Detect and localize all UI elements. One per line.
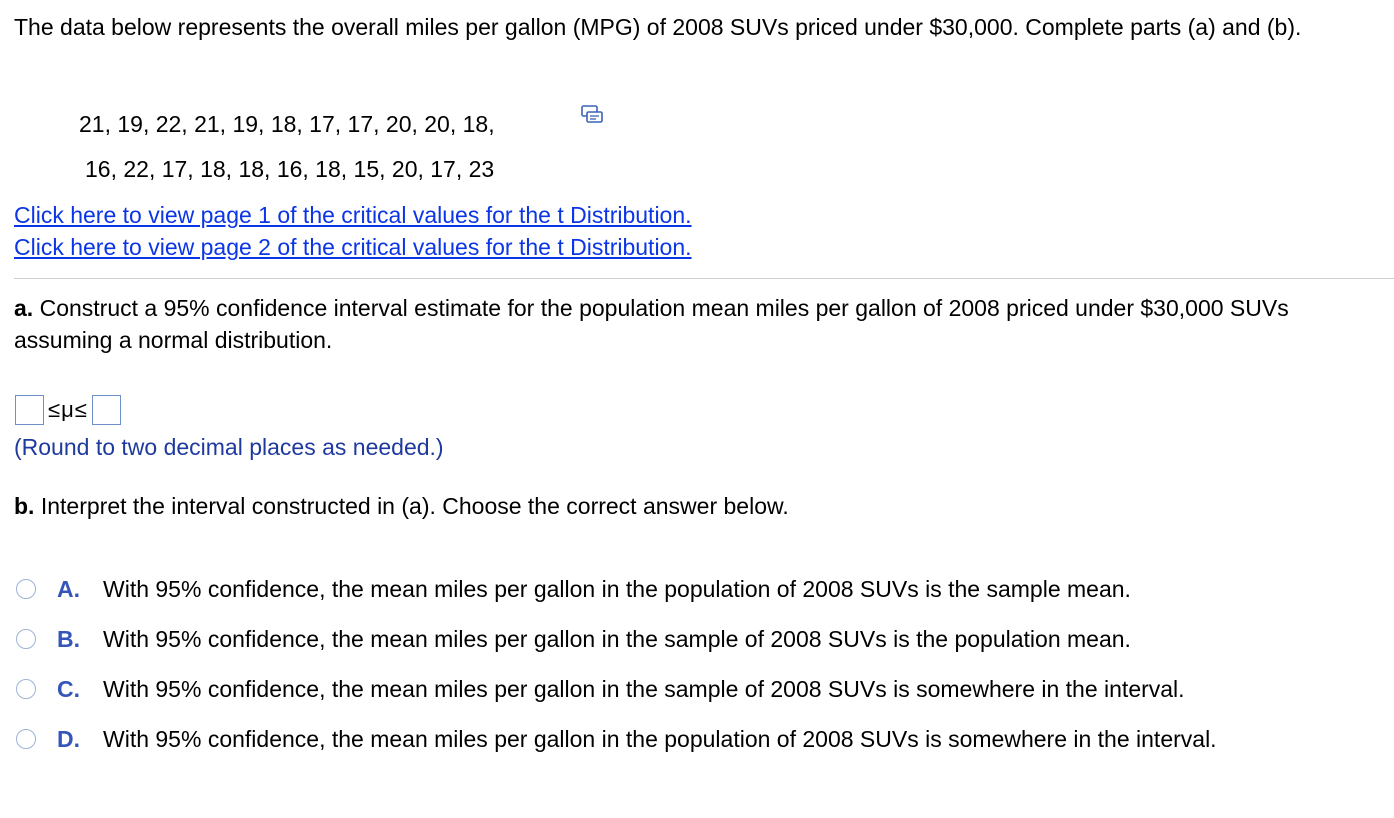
section-divider — [14, 278, 1394, 279]
data-values-row-2: 16, 22, 17, 18, 18, 16, 18, 15, 20, 17, 23 — [85, 156, 495, 182]
part-b-question — [14, 490, 789, 522]
data-values-row-1: 21, 19, 22, 21, 19, 18, 17, 17, 20, 20, 18, — [79, 111, 495, 137]
option-c-letter: C. — [57, 675, 80, 702]
radio-button-d[interactable] — [16, 729, 36, 749]
t-table-page-2-link[interactable]: Click here to view page 2 of the critical values for the t Distribution. — [14, 234, 692, 260]
rounding-hint: (Round to two decimal places as needed.) — [14, 434, 444, 460]
part-a-text: Construct a 95% confidence interval estimate for the population mean miles per gallon of 2008 priced under $30,000 SUVs assuming a normal distribution. — [14, 295, 1289, 353]
lower-bound-input[interactable] — [15, 395, 44, 425]
part-a-label: a. — [14, 295, 34, 321]
answer-option-d[interactable] — [16, 723, 1217, 755]
answer-option-c[interactable] — [16, 673, 1185, 705]
part-a-question — [14, 292, 1389, 356]
option-b-text: With 95% confidence, the mean miles per gallon in the sample of 2008 SUVs is the population mean. — [103, 625, 1131, 652]
option-c-text: With 95% confidence, the mean miles per gallon in the sample of 2008 SUVs is somewhere in the interval. — [103, 675, 1185, 702]
t-table-page-1-link[interactable]: Click here to view page 1 of the critical values for the t Distribution. — [14, 202, 692, 228]
upper-bound-input[interactable] — [92, 395, 121, 425]
part-b-label: b. — [14, 493, 35, 519]
answer-option-b[interactable] — [16, 623, 1131, 655]
mu-inequality: ≤μ≤ — [48, 397, 88, 422]
confidence-interval-inputs — [15, 394, 121, 426]
option-a-text: With 95% confidence, the mean miles per gallon in the population of 2008 SUVs is the sample mean. — [103, 575, 1131, 602]
option-d-letter: D. — [57, 725, 80, 752]
option-a-letter: A. — [57, 575, 80, 602]
radio-button-a[interactable] — [16, 579, 36, 599]
radio-button-b[interactable] — [16, 629, 36, 649]
option-b-letter: B. — [57, 625, 80, 652]
option-d-text: With 95% confidence, the mean miles per gallon in the population of 2008 SUVs is somewhere in the interval. — [103, 725, 1217, 752]
problem-intro: The data below represents the overall miles per gallon (MPG) of 2008 SUVs priced under $30,000. Complete parts (a) and (b). — [14, 14, 1302, 40]
answer-option-a[interactable] — [16, 573, 1131, 605]
copy-data-icon[interactable] — [579, 104, 605, 126]
part-b-text: Interpret the interval constructed in (a). Choose the correct answer below. — [34, 493, 789, 519]
radio-button-c[interactable] — [16, 679, 36, 699]
